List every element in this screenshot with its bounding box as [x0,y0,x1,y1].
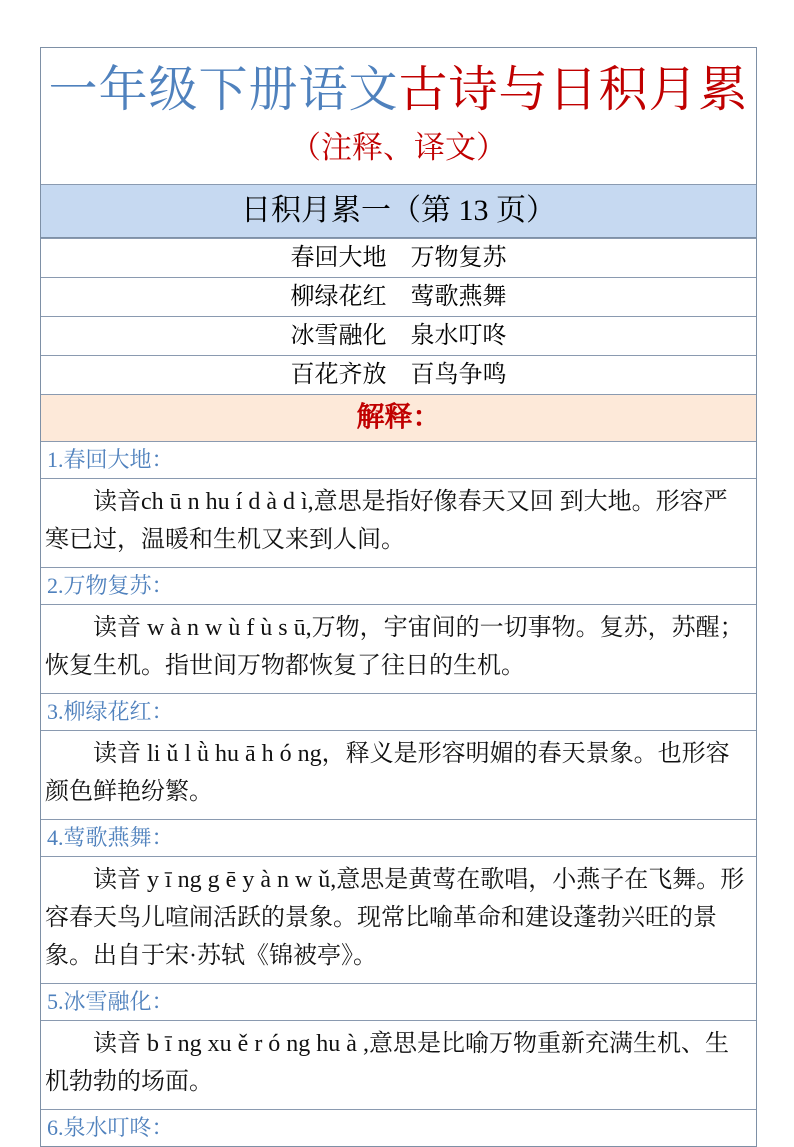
entry-3-term: 3.柳绿花红： [41,693,756,730]
document-subtitle: （注释、译文） [290,130,507,165]
entry-1-term: 1.春回大地： [41,441,756,478]
title-part-red: 古诗与日积月累 [398,62,749,117]
entry-6-term: 6.泉水叮咚： [41,1109,756,1146]
entry-5-term: 5.冰雪融化： [41,983,756,1020]
entry-1-body: 读音ch ū n hu í d à d ì,意思是指好像春天又回 到大地。形容严寒已过，温暖和生机又来到人间。 [41,478,756,567]
entry-5-body: 读音 b ī ng xu ě r ó ng hu à ,意思是比喻万物重新充满生机、生机勃勃的场面。 [41,1020,756,1109]
entry-3-body: 读音 li ǔ l ǜ hu ā h ó ng，释义是形容明媚的春天景象。也形容颜色鲜艳纷繁。 [41,730,756,819]
idiom-row-1: 春回大地 万物复苏 [41,238,756,277]
entry-2-body: 读音 w à n w ù f ù s ū,万物，宇宙间的一切事物。复苏，苏醒；恢复生机。指世间万物都恢复了往日的生机。 [41,604,756,693]
title-part-blue: 一年级下册语文 [48,62,399,117]
title-block [41,48,756,184]
content-table [40,47,757,1147]
document-title [41,60,756,120]
entry-4-term: 4.莺歌燕舞： [41,819,756,856]
explain-label: 解释： [41,394,756,441]
entry-2-term: 2.万物复苏： [41,567,756,604]
idiom-row-2: 柳绿花红 莺歌燕舞 [41,277,756,316]
entry-4-body: 读音 y ī ng g ē y à n w ǔ,意思是黄莺在歌唱，小燕子在飞舞。形容春天鸟儿喧闹活跃的景象。现常比喻革命和建设蓬勃兴旺的景象。出自于宋·苏轼《锦被亭》。 [41,856,756,983]
idiom-row-3: 冰雪融化 泉水叮咚 [41,316,756,355]
section-header: 日积月累一（第 13 页） [41,184,756,238]
idiom-row-4: 百花齐放 百鸟争鸣 [41,355,756,394]
